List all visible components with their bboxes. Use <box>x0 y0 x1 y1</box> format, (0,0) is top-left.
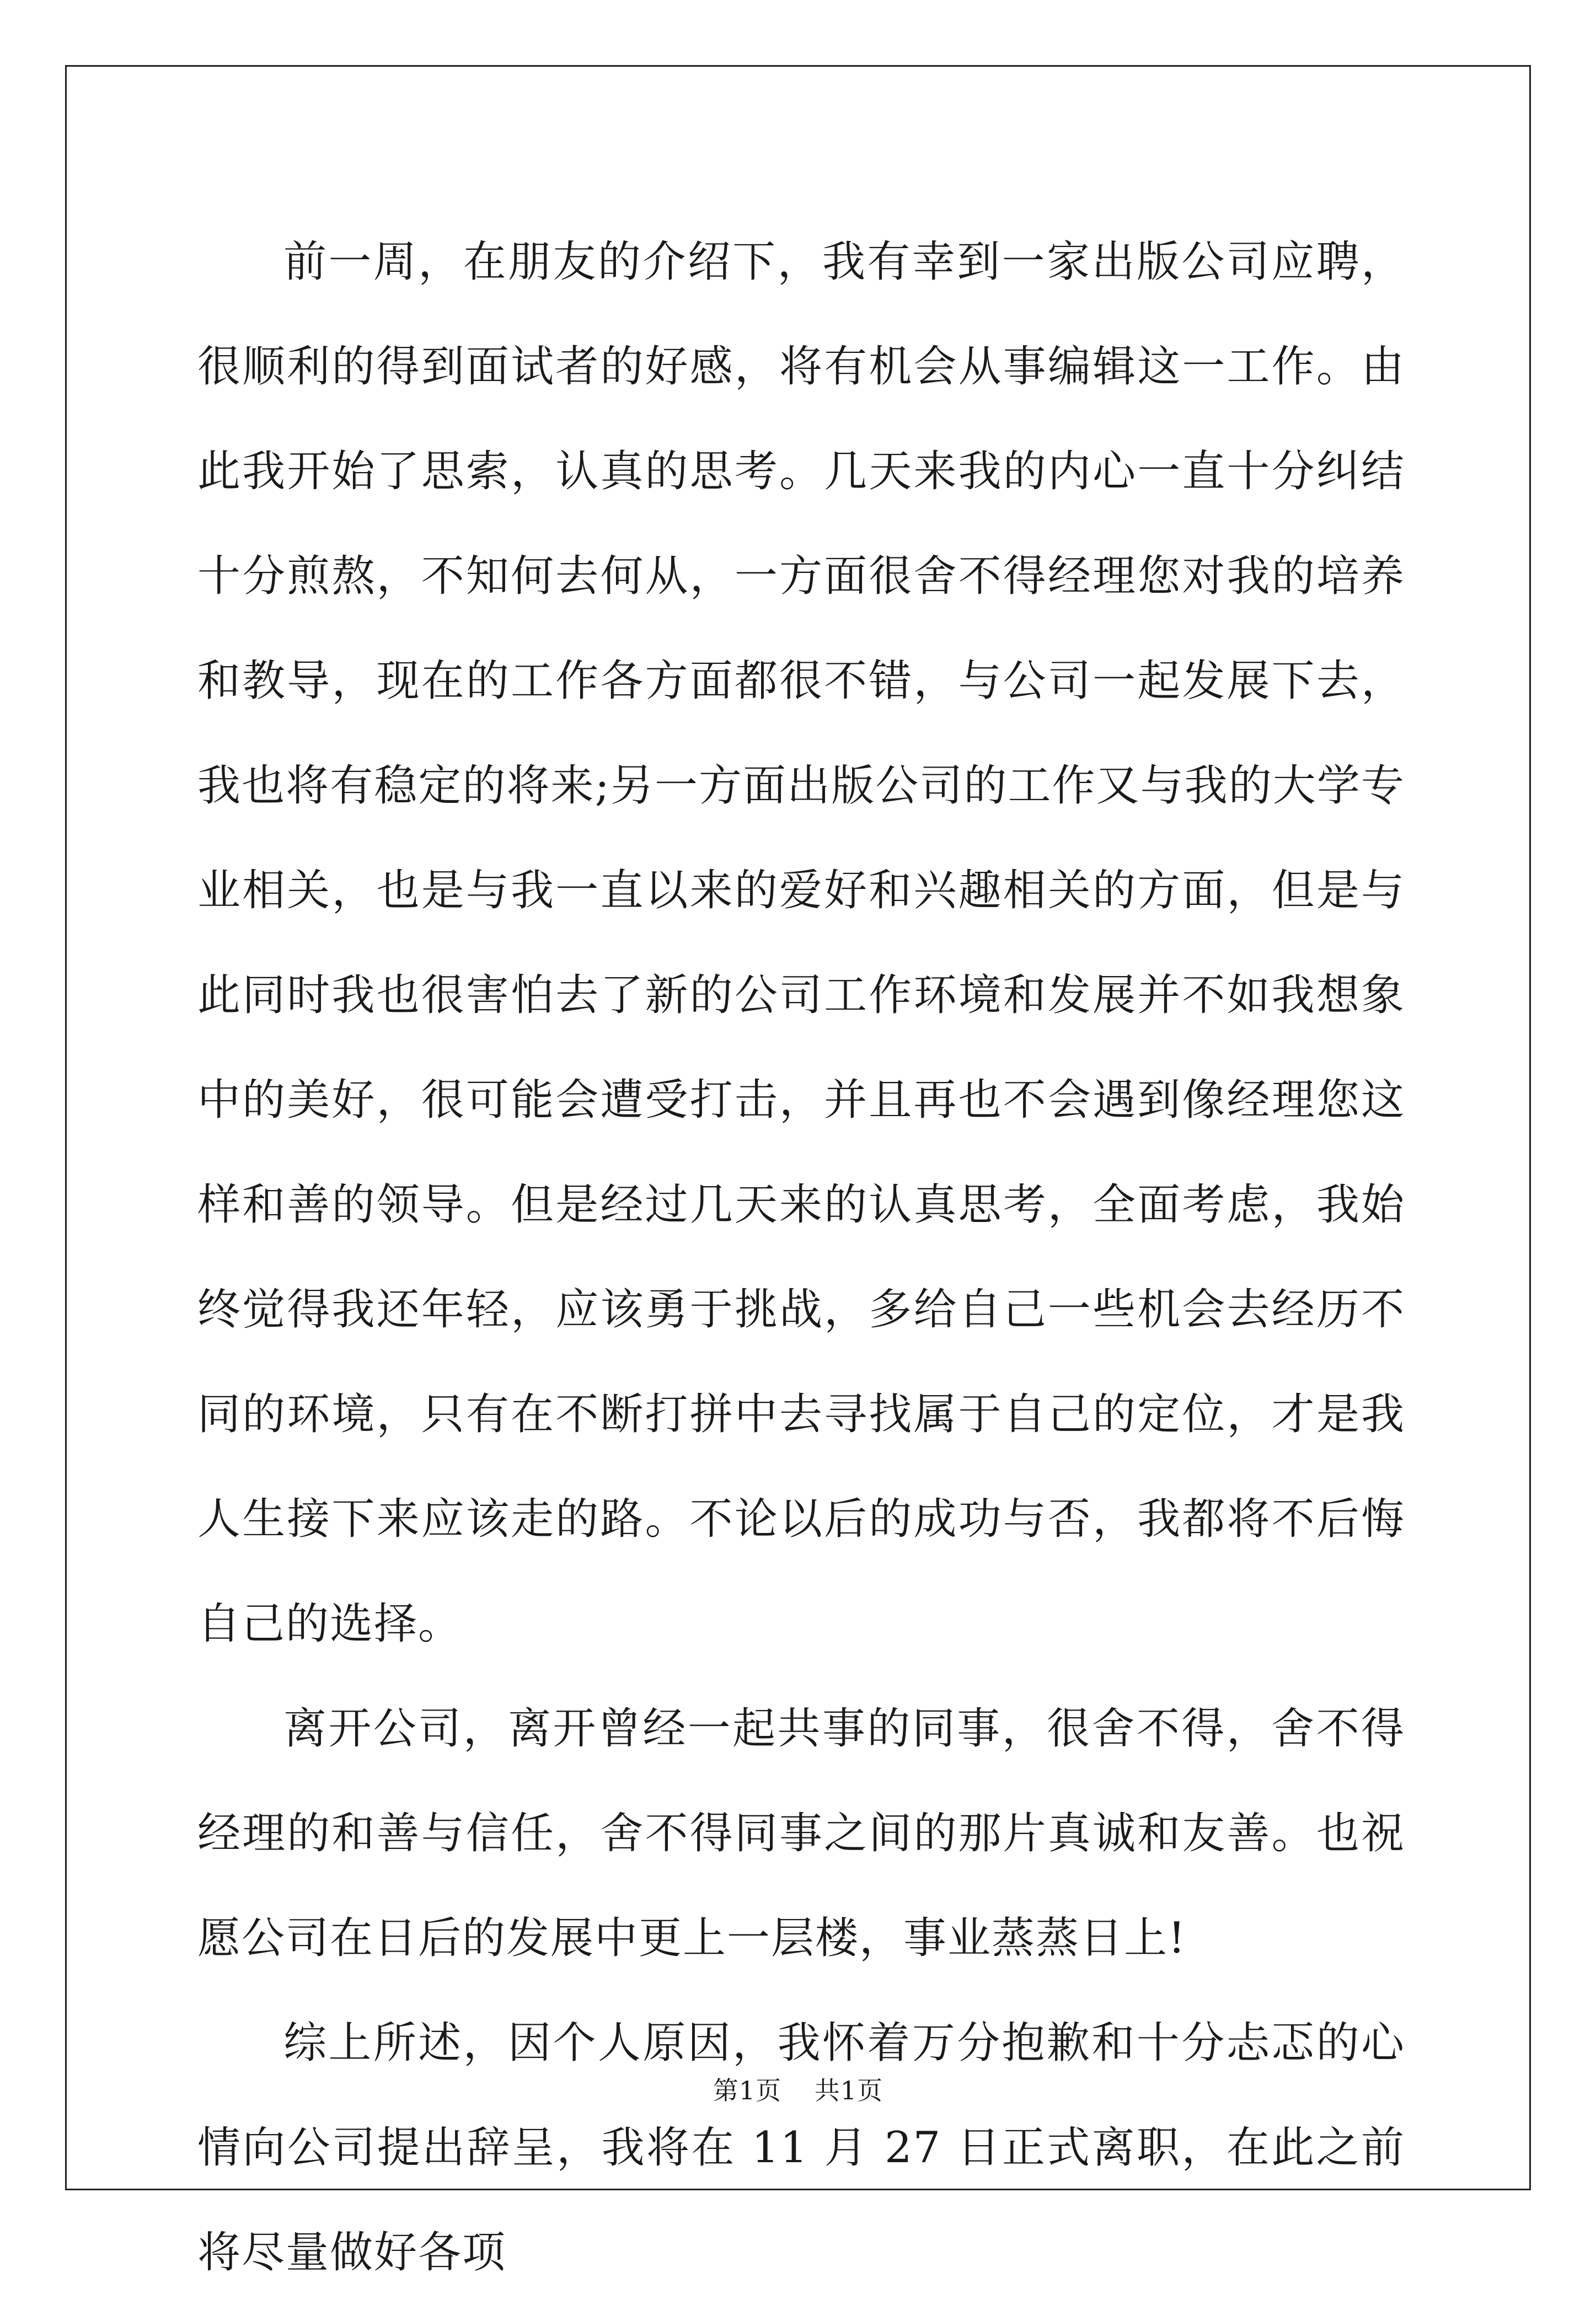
paragraph-1: 前一周，在朋友的介绍下，我有幸到一家出版公司应聘，很顺利的得到面试者的好感，将有机会从事编辑这一工作。由此我开始了思索，认真的思考。几天来我的内心一直十分纠结十分煎熬，不知何去何从，一方面很舍不得经理您对我的培养和教导，现在的工作各方面都很不错，与公司一起发展下去，我也将有稳定的将来;另一方面出版公司的工作又与我的大学专业相关，也是与我一直以来的爱好和兴趣相关的方面，但是与此同时我也很害怕去了新的公司工作环境和发展并不如我想象中的美好，很可能会遭受打击，并且再也不会遇到像经理您这样和善的领导。但是经过几天来的认真思考，全面考虑，我始终觉得我还年轻，应该勇于挑战，多给自己一些机会去经历不同的环境，只有在不断打拼中去寻找属于自己的定位，才是我人生接下来应该走的路。不论以后的成功与否，我都将不后悔自己的选择。 <box>197 237 1405 1649</box>
page-footer <box>0 2071 1596 2107</box>
document-body <box>197 210 1405 2305</box>
paragraph-2: 离开公司，离开曾经一起共事的同事，很舍不得，舍不得经理的和善与信任，舍不得同事之间的那片真诚和友善。也祝愿公司在日后的发展中更上一层楼，事业蒸蒸日上! <box>197 1704 1405 1963</box>
page-number: 第1页 <box>713 2076 782 2105</box>
page-total: 共1页 <box>814 2076 883 2105</box>
paragraph-3: 综上所述，因个人原因，我怀着万分抱歉和十分忐忑的心情向公司提出辞呈，我将在 11 月 27 日正式离职，在此之前将尽量做好各项 <box>197 2018 1405 2277</box>
